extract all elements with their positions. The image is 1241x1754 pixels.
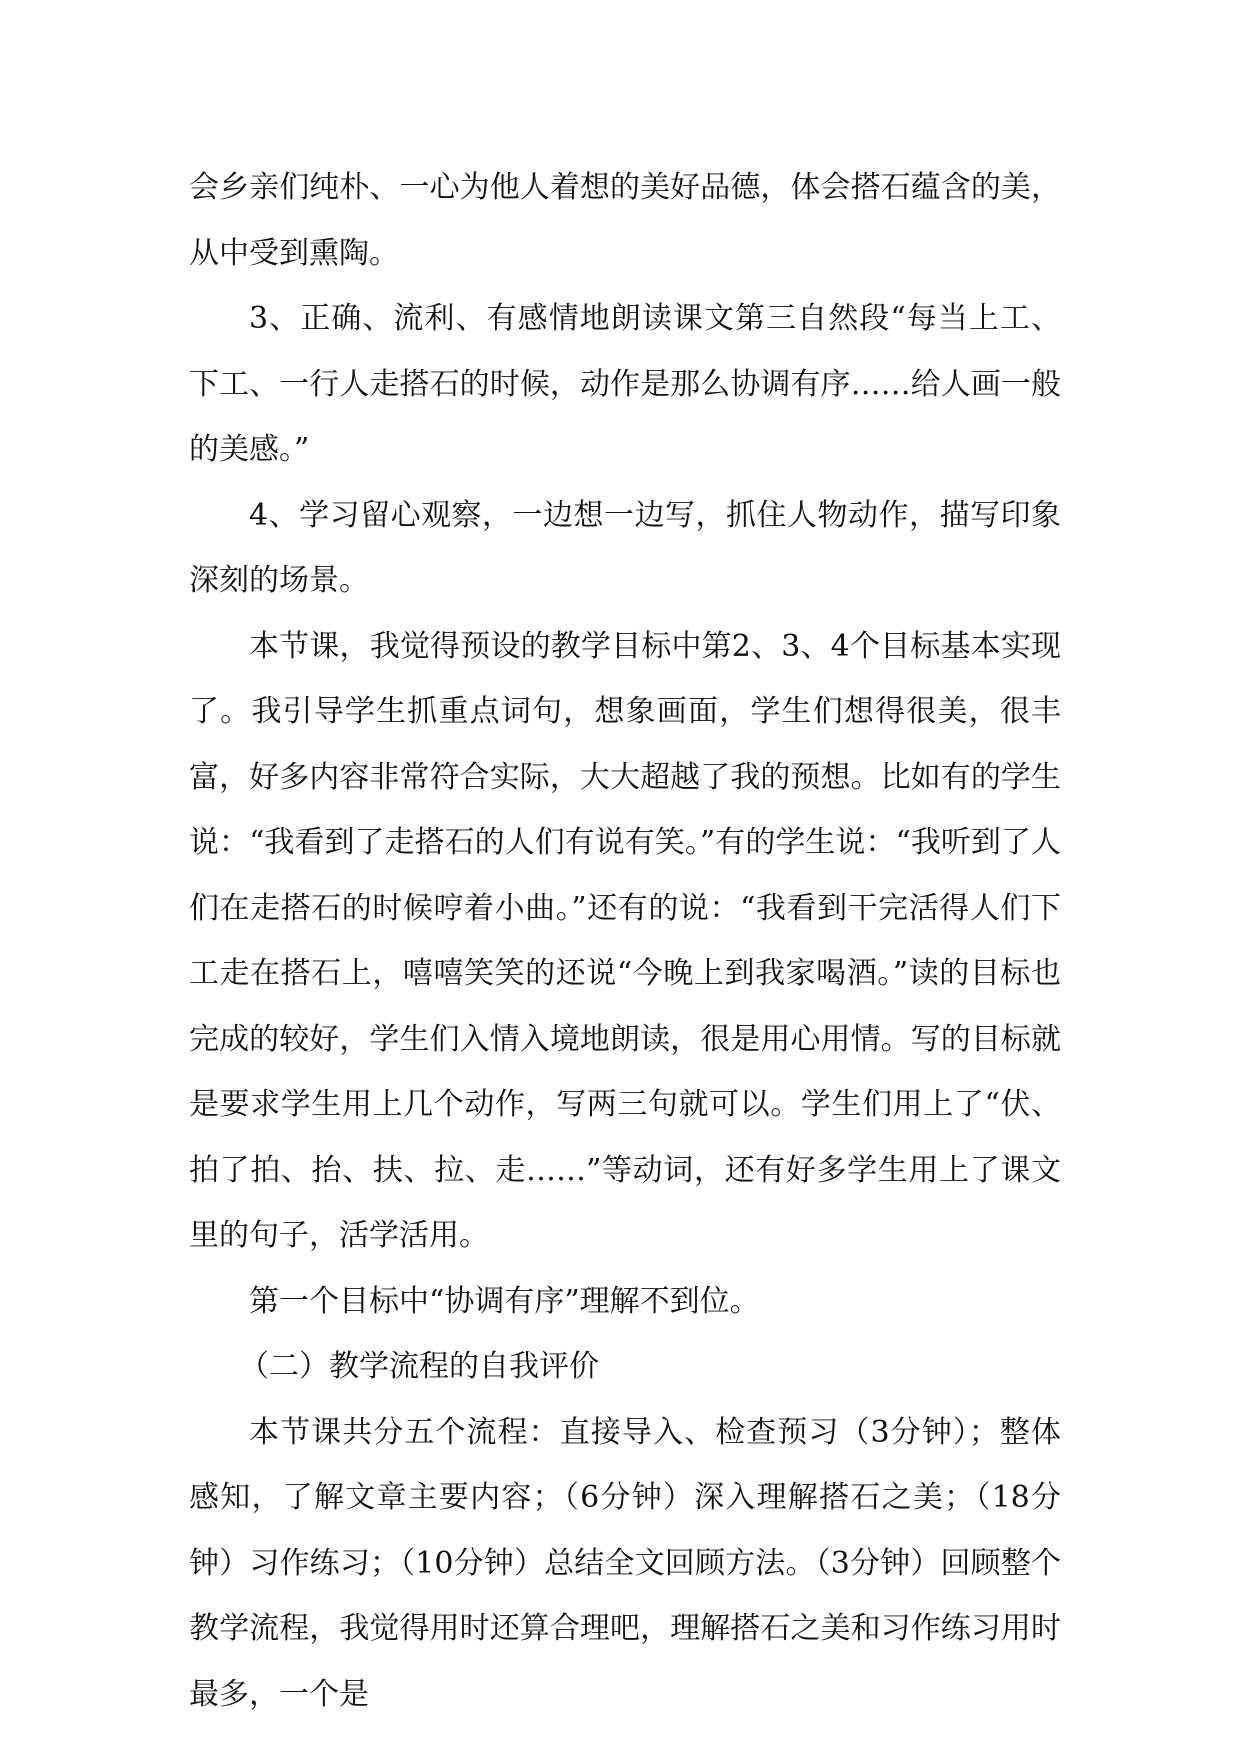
paragraph-goal-4: 4、学习留心观察，一边想一边写，抓住人物动作，描写印象深刻的场景。 [189,497,1061,598]
paragraph-goal-shortcoming: 第一个目标中“协调有序”理解不到位。 [249,1283,760,1319]
paragraph-process-description: 本节课共分五个流程：直接导入、检查预习（3分钟）；整体感知，了解文章主要内容；（6分钟）深入理解搭石之美；（18分钟）习作练习；（10分钟）总结全文回顾方法。（3分钟）回顾整个教学流程，我觉得用时还算合理吧，理解搭石之美和习作练习用时最多，一个是 [189,1414,1061,1712]
section-heading-process-evaluation: （二）教学流程的自我评价 [239,1349,599,1384]
paragraph-goal-2-continued: 会乡亲们纯朴、一心为他人着想的美好品德，体会搭石蕴含的美，从中受到熏陶。 [189,170,1061,271]
document-body [189,155,1061,1727]
paragraph-goal-evaluation: 本节课，我觉得预设的教学目标中第2、3、4个目标基本实现了。我引导学生抓重点词句，想象画面，学生们想得很美，很丰富，好多内容非常符合实际，大大超越了我的预想。比如有的学生说：“我看到了走搭石的人们有说有笑。”有的学生说：“我听到了人们在走搭石的时候哼着小曲。”还有的说：“我看到干完活得人们下工走在搭石上，嘻嘻笑笑的还说“今晚上到我家喝酒。”读的目标也完成的较好，学生们入情入境地朗读，很是用心用情。写的目标就是要求学生用上几个动作，写两三句就可以。学生们用上了“伏、拍了拍、抬、扶、拉、走……”等动词，还有好多学生用上了课文里的句子，活学活用。 [189,628,1061,1253]
paragraph-goal-3: 3、正确、流利、有感情地朗读课文第三自然段“每当上工、下工、一行人走搭石的时候，动作是那么协调有序……给人画一般的美感。” [189,301,1061,467]
